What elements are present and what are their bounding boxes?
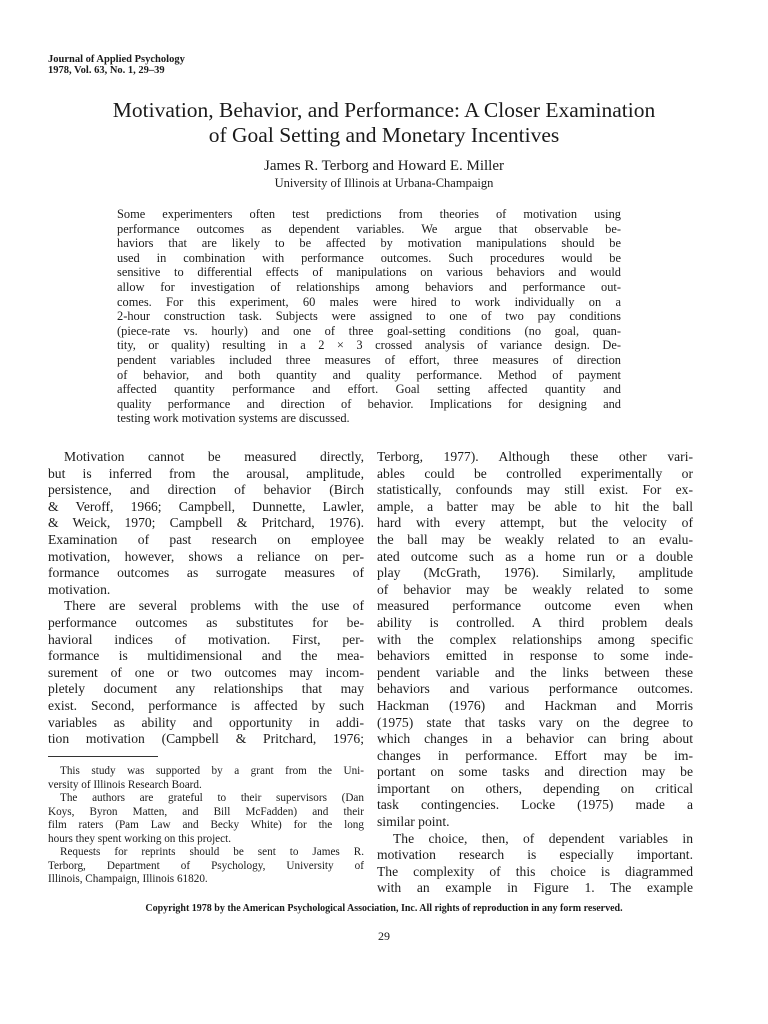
abstract-line: of behavior, and both quantity and quality performance. Method of payment: [117, 367, 621, 382]
abstract-line: (piece-rate vs. hourly) and one of three goal-setting conditions (no goal, quan-: [117, 323, 621, 338]
body-line: statistically, confounds may still exist. For ex-: [377, 482, 693, 498]
page-number: 29: [378, 929, 390, 943]
body-line: Motivation cannot be measured directly,: [64, 449, 364, 464]
body-line: Hackman (1976) and Hackman and Morris: [377, 697, 693, 713]
body-line: motivation research is especially important.: [377, 847, 693, 863]
footnote-line: The authors are grateful to their supervisors (Dan: [60, 792, 364, 804]
body-line: persistence, and direction of behavior (Birch: [48, 482, 364, 498]
body-line: play (McGrath, 1976). Similarly, amplitude: [377, 565, 693, 581]
abstract-line: haviors that are likely to be affected by motivation manipulations should be: [117, 236, 621, 251]
journal-name: Journal of Applied Psychology: [48, 54, 185, 65]
abstract-line: tity, or quality) resulting in a 2 × 3 crossed analysis of variance design. De-: [117, 338, 621, 353]
article-title: [40, 98, 728, 148]
title-line: of Goal Setting and Monetary Incentives: [208, 123, 560, 147]
footnote-line: versity of Illinois Research Board.: [48, 778, 202, 791]
body-line: There are several problems with the use of: [64, 598, 364, 614]
body-line: portant on some tasks and direction may be: [377, 764, 693, 780]
body-line: Terborg, 1977). Although these other vari-: [377, 449, 693, 464]
journal-volume: 1978, Vol. 63, No. 1, 29–39: [48, 65, 165, 76]
body-line: performance outcomes as substitutes for be-: [48, 614, 364, 630]
body-line: tion motivation (Campbell & Pritchard, 1976;: [48, 731, 364, 747]
body-line: variables as ability and opportunity in addi-: [48, 714, 364, 730]
abstract-line: pendent variables included three measures of effort, three measures of direction: [117, 352, 621, 367]
footnote-divider: [48, 756, 158, 757]
body-line: ated outcome such as a home run or a double: [377, 548, 693, 564]
footnote-line: This study was supported by a grant from the Uni-: [60, 765, 364, 777]
footnote-line: hours they spent working on this project.: [48, 832, 232, 845]
abstract-line: allow for investigation of relationships among behaviors and performance out-: [117, 279, 621, 294]
body-line: with the complex relationships among specific: [377, 631, 693, 647]
body-line: which changes in a behavior can bring about: [377, 731, 693, 747]
abstract-line: sensitive to differential effects of manipulations on various behaviors and would: [117, 265, 621, 280]
body-line: Examination of past research on employee: [48, 531, 364, 547]
footnote-line: Requests for reprints should be sent to James R.: [60, 846, 364, 858]
abstract: [117, 207, 621, 426]
journal-reference: [48, 54, 185, 76]
body-line: exist. Second, performance is affected by such: [48, 697, 364, 713]
abstract-line: affected quantity performance and effort. Goal setting affected quantity and: [117, 382, 621, 397]
copyright-notice: Copyright 1978 by the American Psychological Association, Inc. All rights of reproduction in any form reserved.: [145, 903, 623, 914]
body-line: surement of one or two outcomes may incom-: [48, 664, 364, 680]
body-line: formance is multidimensional and the mea-: [48, 648, 364, 664]
body-line: important on others, depending on critical: [377, 780, 693, 796]
abstract-line: performance outcomes as dependent variables. We argue that observable be-: [117, 221, 621, 236]
body-line: ample, a batter may be able to hit the ball: [377, 498, 693, 514]
abstract-line: testing work motivation systems are discussed.: [117, 411, 350, 426]
body-column-right: [377, 449, 693, 897]
footnote-line: Illinois, Champaign, Illinois 61820.: [48, 873, 208, 885]
footnote-line: Koys, Byron Matten, and Bill McFadden) and their: [48, 805, 364, 818]
body-line: changes in performance. Effort may be im-: [377, 747, 693, 763]
footnote-line: film raters (Pam Law and Becky White) for the long: [48, 819, 364, 831]
body-line: task contingencies. Locke (1975) made a: [377, 797, 693, 813]
abstract-line: comes. For this experiment, 60 males were hired to work individually on a: [117, 294, 621, 309]
body-line: The choice, then, of dependent variables in: [393, 830, 693, 846]
body-line: pendent variable and the links between these: [377, 664, 693, 680]
body-column-left: [48, 449, 364, 748]
footnote-line: Terborg, Department of Psychology, University of: [48, 859, 364, 872]
article-authors: James R. Terborg and Howard E. Miller: [263, 158, 504, 174]
body-line: motivation, however, shows a reliance on per-: [48, 548, 364, 564]
body-line: hard with every attempt, but the velocity of: [377, 515, 693, 531]
body-line: with an example in Figure 1. The example: [377, 880, 693, 896]
body-line: similar point.: [377, 814, 450, 830]
body-line: havioral indices of motivation. First, per-: [48, 631, 364, 647]
body-line: ability is controlled. A third problem deals: [377, 614, 693, 630]
body-line: The complexity of this choice is diagrammed: [377, 863, 693, 879]
author-affiliation: University of Illinois at Urbana-Champaign: [274, 176, 494, 190]
body-line: the ball may be weakly related to an evalu-: [377, 531, 693, 547]
abstract-line: quality performance and direction of behavior. Implications for designing and: [117, 396, 621, 411]
body-line: behaviors emitted in response to some inde-: [377, 648, 693, 664]
abstract-line: Some experimenters often test predictions from theories of motivation using: [117, 207, 621, 221]
body-line: behaviors and various performance outcomes.: [377, 681, 693, 697]
body-line: of behavior may be weakly related to some: [377, 581, 693, 597]
body-line: measured performance outcome even when: [377, 598, 693, 614]
body-line: formance outcomes as surrogate measures of: [48, 565, 364, 581]
footnotes: [48, 765, 364, 887]
abstract-line: used in combination with performance outcomes. Such procedures would be: [117, 250, 621, 265]
title-line: Motivation, Behavior, and Performance: A Closer Examination: [112, 98, 656, 122]
abstract-line: 2-hour construction task. Subjects were assigned to one of two pay conditions: [117, 309, 621, 324]
body-line: pletely document any relationships that may: [48, 681, 364, 697]
body-line: & Veroff, 1966; Campbell, Dunnette, Lawler,: [48, 498, 364, 514]
body-line: & Weick, 1970; Campbell & Pritchard, 1976).: [48, 515, 364, 531]
body-line: but is inferred from the arousal, amplitude,: [48, 465, 364, 481]
body-line: (1975) state that tasks vary on the degree to: [377, 714, 693, 730]
body-line: ables could be controlled experimentally or: [377, 465, 693, 481]
body-line: motivation.: [48, 581, 111, 597]
